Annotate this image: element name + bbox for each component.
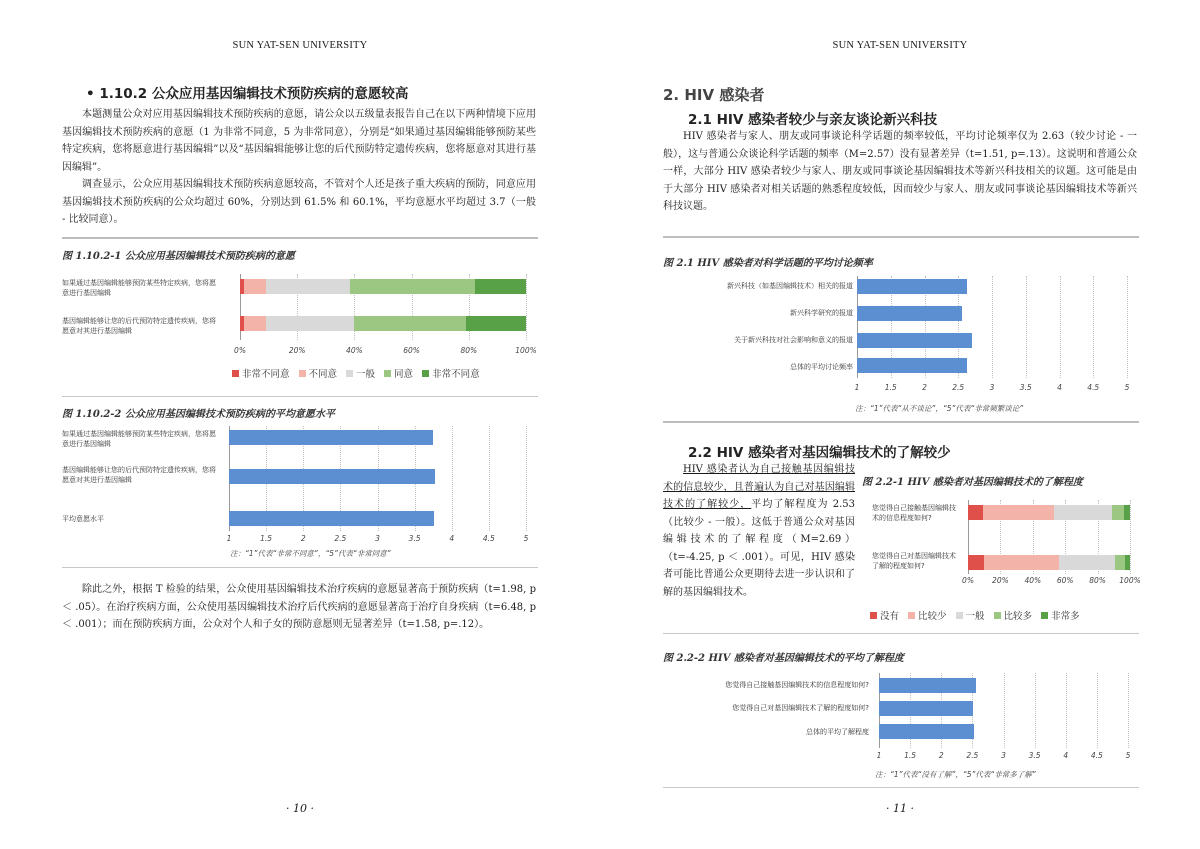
tick-label: 4 xyxy=(449,534,455,543)
legend-swatch xyxy=(956,612,963,619)
gridline xyxy=(1127,276,1128,378)
stacked-bar xyxy=(968,555,1130,570)
tick-label: 4.5 xyxy=(1087,383,1100,392)
legend-label: 没有 xyxy=(880,611,900,622)
bar-segment xyxy=(466,316,526,331)
category-label: 您觉得自己接触基因编辑技术的信息程度如何? xyxy=(872,504,956,522)
legend-label: 同意 xyxy=(394,369,414,380)
legend-item xyxy=(870,608,899,622)
right-page xyxy=(600,0,1200,849)
gridline xyxy=(452,426,453,531)
figure-title: 图 2.2-1 HIV 感染者对基因编辑技术的了解程度 xyxy=(862,477,1083,488)
chart-legend xyxy=(232,366,480,380)
bar xyxy=(879,678,976,693)
category-label: 基因编辑能够让您的后代预防特定遗传疾病，您将愿意对其进行基因编辑 xyxy=(62,466,216,484)
tick-label: 1 xyxy=(876,751,882,760)
gridline xyxy=(1066,673,1067,748)
tick-label: 3.5 xyxy=(1028,751,1041,760)
figure-title: 图 1.10.2-1 公众应用基因编辑技术预防疾病的意愿 xyxy=(62,251,295,262)
tick-label: 5 xyxy=(1125,751,1131,760)
category-label: 平均意愿水平 xyxy=(62,515,104,523)
category-label: 如果通过基因编辑能够预防某些特定疾病，您将愿意进行基因编辑 xyxy=(62,430,216,448)
legend-swatch xyxy=(994,612,1001,619)
figure-title: 图 1.10.2-2 公众应用基因编辑技术预防疾病的平均意愿水平 xyxy=(62,409,335,420)
bar-segment xyxy=(266,279,350,294)
divider xyxy=(62,237,538,239)
legend-swatch xyxy=(346,370,353,377)
legend-item xyxy=(1041,608,1080,622)
tick-label: 3 xyxy=(375,534,380,543)
category-label: 新兴科学研究的报道 xyxy=(790,309,853,317)
paragraph-text: HIV 感染者与家人、朋友或同事谈论科学话题的频率较低，平均讨论频率仅为 2.63（较少讨论 - 一般），这与普通公众谈论科学话题的频率（M=2.57）没有显著差异（t=1.51, p=.13）。这说明和普通公众一样，大部分 HIV 感染者较少与家人、朋友或同事谈论基因编辑技术等新兴科技相关的议题。这可能是由于大部分 HIV 感染者对相关话题的熟悉程度较低，因而较少与家人、朋友或同事谈论基因编辑技术等新兴科技议题。 xyxy=(663,131,1137,212)
paragraph-text: 本题测量公众对应用基因编辑技术预防疾病的意愿，请公众以五级量表报告自己在以下两种情境下应用基因编辑技术预防疾病的意愿（1 为非常不同意，5 为非常同意），分别是“如果通过基因编辑能够预防某些特定疾病，您将愿意进行基因编辑”以及“基因编辑能够让您的后代预防特定遗传疾病，您将愿意对其进行基因编辑”。 xyxy=(62,109,536,173)
tick-label: 4 xyxy=(1063,751,1069,760)
stacked-bar xyxy=(240,316,526,331)
divider xyxy=(62,396,538,397)
legend-label: 不同意 xyxy=(308,369,338,380)
legend-item xyxy=(908,608,947,622)
chart-note: 注：“1”代表“没有了解”，“5”代表“非常多了解” xyxy=(875,770,1036,779)
bar-segment xyxy=(350,279,474,294)
legend-swatch xyxy=(232,370,239,377)
category-label: 总体的平均了解程度 xyxy=(806,728,869,736)
body-paragraph xyxy=(62,581,536,634)
bar-segment xyxy=(968,555,984,570)
category-label: 总体的平均讨论频率 xyxy=(790,363,853,371)
bar-segment xyxy=(354,316,466,331)
bar-segment xyxy=(244,316,265,331)
gridline xyxy=(1093,276,1094,378)
divider xyxy=(62,567,538,568)
tick-label: 20% xyxy=(288,346,306,355)
legend-label: 非常不同意 xyxy=(242,369,290,380)
gridline xyxy=(1060,276,1061,378)
bar xyxy=(879,701,973,716)
legend-item xyxy=(384,366,413,380)
gridline xyxy=(1026,276,1027,378)
gridline xyxy=(992,276,993,378)
legend-label: 非常不同意 xyxy=(432,369,480,380)
bar-segment xyxy=(266,316,354,331)
body-paragraph xyxy=(663,128,1137,216)
tick-label: 2 xyxy=(938,751,944,760)
figure-title: 图 2.1 HIV 感染者对科学话题的平均讨论频率 xyxy=(663,258,873,269)
bar-segment xyxy=(1115,555,1125,570)
section-title: 2.2 HIV 感染者对基因编辑技术的了解较少 xyxy=(688,445,951,461)
gridline xyxy=(526,274,527,340)
bar xyxy=(857,279,967,294)
stacked-bar xyxy=(240,279,526,294)
bar-segment xyxy=(1059,555,1116,570)
gridline xyxy=(1035,673,1036,748)
chart-note: 注：“1”代表“从不谈论”，“5”代表“非常频繁谈论” xyxy=(855,404,1024,413)
legend-label: 一般 xyxy=(356,369,376,380)
tick-label: 100% xyxy=(1119,576,1141,585)
tick-label: 60% xyxy=(403,346,420,355)
tick-label: 40% xyxy=(1024,576,1042,585)
stacked-bar xyxy=(968,505,1130,520)
tick-label: 1 xyxy=(226,534,232,543)
tick-label: 5 xyxy=(1124,383,1130,392)
paragraph-emphasis: HIV 感染者认为自己接触基因编辑技术的信息较少，且普遍认为自己对基因编辑技术的了解较少， xyxy=(663,464,855,510)
paragraph-text: 平均了解程度为 2.53（比较少 - 一般）。这低于普通公众对基因编辑技术的了解程度（M=2.69）（t=-4.25, p ＜ .001）。可见，HIV 感染者可能比普通公众更期待去进一步认识和了解的基因编辑技术。 xyxy=(663,499,855,598)
tick-label: 0% xyxy=(234,346,246,355)
bar-segment xyxy=(983,505,1054,520)
tick-label: 2 xyxy=(300,534,306,543)
page-number: · 10 · xyxy=(286,802,314,815)
divider xyxy=(663,236,1139,238)
category-label: 关于新兴科技对社会影响和意义的报道 xyxy=(734,336,853,344)
bar xyxy=(229,430,433,445)
body-paragraph xyxy=(663,461,855,601)
tick-label: 3 xyxy=(989,383,995,392)
bar xyxy=(229,511,434,526)
divider xyxy=(663,421,1139,423)
tick-label: 20% xyxy=(992,576,1009,585)
chart-note: 注：“1”代表“非常不同意”，“5”代表“非常同意” xyxy=(230,549,391,558)
bar-segment xyxy=(1112,505,1123,520)
tick-label: 0% xyxy=(962,576,974,585)
legend-label: 比较少 xyxy=(918,611,947,622)
legend-swatch xyxy=(299,370,306,377)
tick-label: 1.5 xyxy=(260,534,273,543)
legend-item xyxy=(299,366,338,380)
tick-label: 80% xyxy=(1089,576,1106,585)
bar xyxy=(857,333,972,348)
page-header: SUN YAT-SEN UNIVERSITY xyxy=(832,40,968,51)
bar xyxy=(879,724,974,739)
page-header: SUN YAT-SEN UNIVERSITY xyxy=(232,40,368,51)
tick-label: 2.5 xyxy=(966,751,979,760)
tick-label: 2.5 xyxy=(334,534,347,543)
tick-label: 1.5 xyxy=(884,383,897,392)
tick-label: 3.5 xyxy=(408,534,421,543)
bar xyxy=(857,306,962,321)
legend-item xyxy=(956,608,985,622)
tick-label: 2 xyxy=(922,383,927,392)
category-label: 基因编辑能够让您的后代预防特定遗传疾病，您将愿意对其进行基因编辑 xyxy=(62,317,216,335)
gridline xyxy=(1130,500,1131,574)
gridline xyxy=(489,426,490,531)
gridline xyxy=(526,426,527,531)
category-label: 如果通过基因编辑能够预防某些特定疾病，您将愿意进行基因编辑 xyxy=(62,279,216,297)
tick-label: 4.5 xyxy=(1090,751,1103,760)
intro-paragraph xyxy=(62,106,536,229)
legend-item xyxy=(422,366,480,380)
tick-label: 60% xyxy=(1056,576,1074,585)
section-title: • 1.10.2 公众应用基因编辑技术预防疾病的意愿较高 xyxy=(86,86,409,102)
chapter-title: 2. HIV 感染者 xyxy=(663,86,765,104)
bar-segment xyxy=(475,279,526,294)
legend-item xyxy=(232,366,290,380)
bar xyxy=(229,469,435,484)
paragraph-text: 除此之外，根据 T 检验的结果，公众使用基因编辑技术治疗疾病的意愿显著高于预防疾病（t=1.98, p ＜ .05）。在治疗疾病方面，公众使用基因编辑技术治疗后代疾病的意愿显著高于治疗自身疾病（t=6.48, p ＜ .001）；而在预防疾病方面，公众对个人和子女的预防意愿则无显著差异（t=1.58, p=.12）。 xyxy=(62,584,536,630)
legend-label: 非常多 xyxy=(1051,611,1080,622)
tick-label: 5 xyxy=(523,534,529,543)
bar-segment xyxy=(984,555,1059,570)
tick-label: 2.5 xyxy=(952,383,965,392)
category-label: 新兴科技（如基因编辑技术）相关的报道 xyxy=(727,282,853,290)
tick-label: 1.5 xyxy=(904,751,917,760)
paragraph-text: 调查显示，公众应用基因编辑技术预防疾病意愿较高，不管对个人还是孩子重大疾病的预防，同意应用基因编辑技术预防疾病的公众均超过 60%，分别达到 61.5% 和 60.1%，平均意愿水平均超过 3.7（一般 - 比较同意）。 xyxy=(62,179,536,225)
category-label: 您觉得自己对基因编辑技术了解的程度如何? xyxy=(732,704,869,712)
legend-swatch xyxy=(1041,612,1048,619)
chart-legend xyxy=(870,608,1080,622)
category-label: 您觉得自己对基因编辑技术了解的程度如何? xyxy=(872,552,956,570)
legend-label: 比较多 xyxy=(1003,611,1033,622)
tick-label: 80% xyxy=(460,346,478,355)
figure-title: 图 2.2-2 HIV 感染者对基因编辑技术的平均了解程度 xyxy=(663,653,904,664)
legend-label: 一般 xyxy=(965,611,985,622)
tick-label: 4.5 xyxy=(482,534,495,543)
bar-segment xyxy=(1124,505,1130,520)
bar xyxy=(857,358,967,373)
legend-swatch xyxy=(908,612,915,619)
gridline xyxy=(1097,673,1098,748)
bar-segment xyxy=(1054,505,1112,520)
gridline xyxy=(1128,673,1129,748)
legend-swatch xyxy=(422,370,429,377)
legend-item xyxy=(346,366,375,380)
divider xyxy=(663,787,1139,788)
legend-item xyxy=(994,608,1033,622)
tick-label: 3.5 xyxy=(1019,383,1032,392)
page-number: · 11 · xyxy=(886,802,914,815)
tick-label: 4 xyxy=(1057,383,1062,392)
gridline xyxy=(1004,673,1005,748)
legend-swatch xyxy=(870,612,877,619)
tick-label: 40% xyxy=(346,346,363,355)
bar-segment xyxy=(1125,555,1130,570)
tick-label: 100% xyxy=(515,346,537,355)
divider xyxy=(663,633,1139,634)
legend-swatch xyxy=(384,370,391,377)
tick-label: 3 xyxy=(1001,751,1006,760)
category-label: 您觉得自己接触基因编辑技术的信息程度如何? xyxy=(725,681,869,689)
bar-segment xyxy=(244,279,265,294)
bar-segment xyxy=(968,505,983,520)
tick-label: 1 xyxy=(854,383,860,392)
section-title: 2.1 HIV 感染者较少与亲友谈论新兴科技 xyxy=(688,112,938,128)
